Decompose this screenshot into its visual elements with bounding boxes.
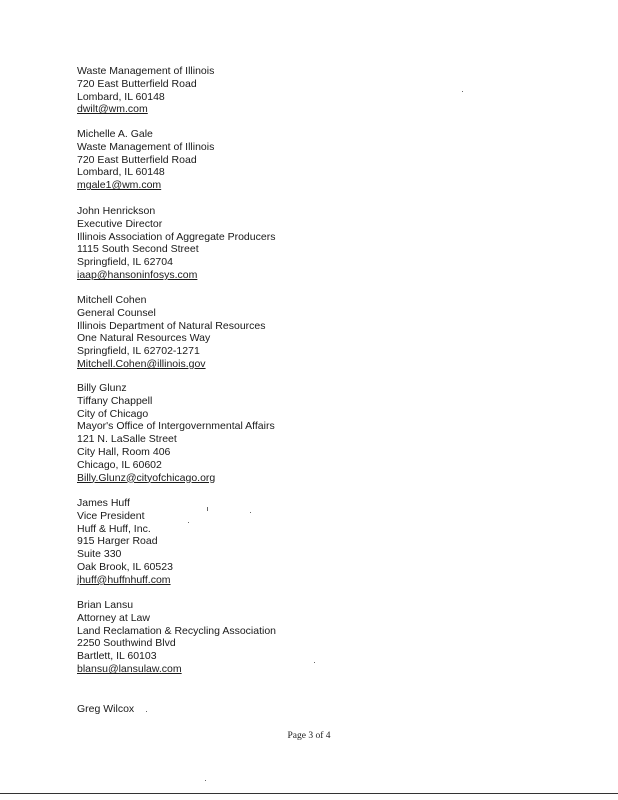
contact-line: Executive Director bbox=[77, 217, 163, 230]
scan-speck bbox=[250, 512, 251, 513]
contact-line: Huff & Huff, Inc. bbox=[77, 522, 151, 535]
contact-line: Billy Glunz bbox=[77, 382, 127, 394]
contact-line: 720 East Butterfield Road bbox=[77, 153, 197, 166]
contact-block-3 bbox=[77, 205, 275, 282]
contact-line: Mayor's Office of Intergovernmental Affairs bbox=[77, 420, 275, 433]
scan-speck bbox=[314, 662, 315, 663]
contact-line: Springfield, IL 62702-1271 bbox=[77, 345, 200, 358]
contact-line: John Henrickson bbox=[77, 205, 156, 217]
contact-email[interactable]: Mitchell.Cohen@illinois.gov bbox=[77, 357, 206, 370]
scan-speck bbox=[462, 91, 463, 92]
contact-email[interactable]: iaap@hansoninfosys.com bbox=[77, 268, 198, 281]
contact-line: Greg Wilcox bbox=[77, 703, 135, 715]
contact-line: 121 N. LaSalle Street bbox=[77, 433, 177, 446]
contact-block-7 bbox=[77, 599, 276, 676]
contact-line: Michelle A. Gale bbox=[77, 128, 153, 140]
contact-line: Bartlett, IL 60103 bbox=[77, 650, 157, 663]
contact-line: 2250 Southwind Blvd bbox=[77, 637, 176, 650]
contact-email[interactable]: mgale1@wm.com bbox=[77, 179, 162, 192]
scan-speck bbox=[205, 780, 206, 781]
contact-email[interactable]: Billy.Glunz@cityofchicago.org bbox=[77, 471, 216, 484]
contact-line: Waste Management of Illinois bbox=[77, 65, 215, 77]
contact-line: Attorney at Law bbox=[77, 611, 150, 624]
contact-line: Illinois Department of Natural Resources bbox=[77, 319, 266, 332]
scan-edge-line bbox=[0, 793, 618, 794]
page-number: Page 3 of 4 bbox=[287, 731, 331, 741]
contact-line: Lombard, IL 60148 bbox=[77, 166, 165, 179]
contact-line: Springfield, IL 62704 bbox=[77, 256, 173, 269]
scan-speck bbox=[188, 522, 189, 523]
contact-block-1 bbox=[77, 65, 214, 116]
contact-line: City of Chicago bbox=[77, 407, 149, 420]
contact-line: 1115 South Second Street bbox=[77, 243, 199, 256]
contact-email[interactable]: blansu@lansulaw.com bbox=[77, 662, 182, 675]
scan-speck bbox=[146, 711, 147, 712]
contact-line: Chicago, IL 60602 bbox=[77, 458, 162, 471]
contact-line: Lombard, IL 60148 bbox=[77, 90, 165, 103]
contact-line: General Counsel bbox=[77, 306, 156, 319]
contact-line: Brian Lansu bbox=[77, 599, 134, 611]
contact-line: Oak Brook, IL 60523 bbox=[77, 560, 173, 573]
contact-block-8 bbox=[77, 703, 134, 716]
contact-line: Land Reclamation & Recycling Association bbox=[77, 624, 277, 637]
contact-line: City Hall, Room 406 bbox=[77, 445, 171, 458]
contact-line: Vice President bbox=[77, 509, 145, 522]
contact-line: Tiffany Chappell bbox=[77, 394, 153, 407]
contact-block-6 bbox=[77, 497, 173, 587]
contact-line: 720 East Butterfield Road bbox=[77, 77, 197, 90]
contact-line: James Huff bbox=[77, 497, 130, 509]
contact-block-5 bbox=[77, 382, 275, 484]
contact-line: Suite 330 bbox=[77, 548, 122, 561]
contact-line: Mitchell Cohen bbox=[77, 294, 147, 306]
contact-email[interactable]: jhuff@huffnhuff.com bbox=[77, 573, 171, 586]
contact-block-2 bbox=[77, 128, 214, 192]
contact-line: Illinois Association of Aggregate Producers bbox=[77, 230, 276, 243]
scan-speck bbox=[207, 507, 208, 511]
contact-line: 915 Harger Road bbox=[77, 535, 158, 548]
contact-line: One Natural Resources Way bbox=[77, 332, 211, 345]
contact-block-4 bbox=[77, 294, 266, 371]
contact-email[interactable]: dwilt@wm.com bbox=[77, 103, 148, 116]
contact-line: Waste Management of Illinois bbox=[77, 140, 215, 153]
